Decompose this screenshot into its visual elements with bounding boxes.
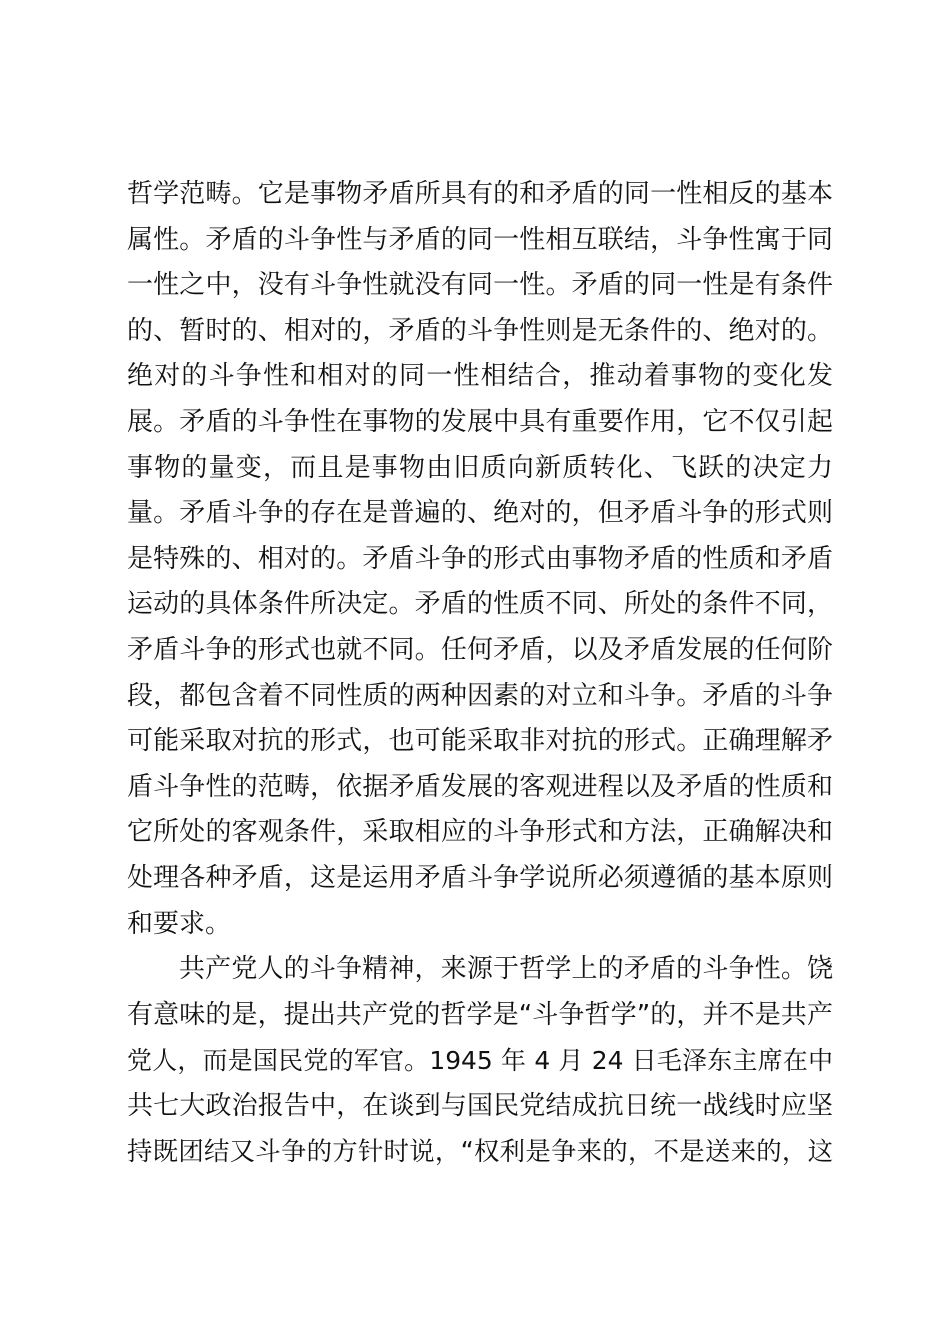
text-line: 矛盾斗争的形式也就不同。任何矛盾，以及矛盾发展的任何阶 (127, 634, 833, 665)
text-line: 段，都包含着不同性质的两种因素的对立和斗争。矛盾的斗争 (127, 680, 833, 711)
text-line: 是特殊的、相对的。矛盾斗争的形式由事物矛盾的性质和矛盾 (127, 543, 833, 574)
text-line: 展。矛盾的斗争性在事物的发展中具有重要作用，它不仅引起 (127, 406, 833, 437)
paragraph-1 (127, 172, 833, 947)
paragraph-2 (127, 947, 833, 1175)
text-line: 处理各种矛盾，这是运用矛盾斗争学说所必须遵循的基本原则 (127, 862, 833, 893)
body-text (127, 172, 833, 1175)
text-line: 绝对的斗争性和相对的同一性相结合，推动着事物的变化发 (127, 361, 833, 392)
text-line: 可能采取对抗的形式，也可能采取非对抗的形式。正确理解矛 (127, 726, 833, 757)
text-line: 盾斗争性的范畴，依据矛盾发展的客观进程以及矛盾的性质和 (127, 771, 833, 802)
text-line: 共产党人的斗争精神，来源于哲学上的矛盾的斗争性。饶 (179, 954, 833, 985)
text-line: 和要求。 (127, 908, 232, 939)
text-line: 党人，而是国民党的军官。1945 年 4 月 24 日毛泽东主席在中 (127, 1046, 833, 1076)
text-line: 运动的具体条件所决定。矛盾的性质不同、所处的条件不同， (127, 589, 833, 620)
text-line: 持既团结又斗争的方针时说，“权利是争来的，不是送来的，这 (127, 1136, 833, 1167)
text-line: 属性。矛盾的斗争性与矛盾的同一性相互联结，斗争性寓于同 (127, 224, 833, 255)
text-line: 它所处的客观条件，采取相应的斗争形式和方法，正确解决和 (127, 817, 833, 848)
text-line: 哲学范畴。它是事物矛盾所具有的和矛盾的同一性相反的基本 (127, 179, 833, 209)
text-line: 共七大政治报告中，在谈到与国民党结成抗日统一战线时应坚 (127, 1090, 833, 1121)
text-line: 一性之中，没有斗争性就没有同一性。矛盾的同一性是有条件 (127, 270, 833, 301)
text-line: 事物的量变，而且是事物由旧质向新质转化、飞跃的决定力 (127, 452, 833, 483)
text-line: 的、暂时的、相对的，矛盾的斗争性则是无条件的、绝对的。 (127, 315, 833, 346)
text-line: 量。矛盾斗争的存在是普遍的、绝对的，但矛盾斗争的形式则 (127, 498, 833, 529)
text-line: 有意味的是，提出共产党的哲学是“斗争哲学”的，并不是共产 (127, 999, 833, 1030)
